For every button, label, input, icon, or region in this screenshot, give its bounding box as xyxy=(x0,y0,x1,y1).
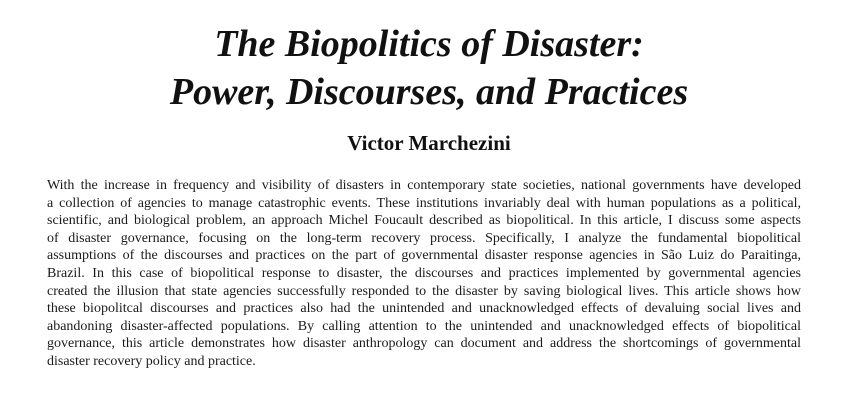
abstract-line: disaster recovery policy and practice. xyxy=(47,353,256,369)
abstract-line: governance, this article demonstrates how disaster anthropology can document and address the shortcomings of governmental xyxy=(47,336,801,352)
title-line-1: The Biopolitics of Disaster: xyxy=(214,23,644,65)
abstract-line: of disaster governance, focusing on the long-term recovery process. Specifically, I analyze the fundamental biopolitical xyxy=(47,230,801,246)
abstract-line: With the increase in frequency and visibility of disasters in contemporary state societies, national governments have developed xyxy=(47,178,801,193)
author-name: Victor Marchezini xyxy=(347,131,511,155)
abstract-line: Brazil. In this case of biopolitical response to disaster, the discourses and practices implemented by governmental agencies xyxy=(47,265,801,281)
abstract-line: these biopolitcal discourses and practices also had the unintended and unacknowledged effects of devaluing social lives and xyxy=(47,301,801,317)
abstract-line: a collection of agencies to manage catastrophic events. These institutions invariably deal with human populations as a political, xyxy=(47,195,801,211)
abstract-line: assumptions of the discourses and practices on the part of governmental disaster response agencies in São Luiz do Paraitinga, xyxy=(47,248,801,264)
abstract-line: abandoning disaster-affected populations. By calling attention to the unintended and unacknowledged effects of biopolitical xyxy=(47,318,801,334)
abstract-line: scientific, and biological problem, an approach Michel Foucault described as biopolitical. In this article, I discuss some aspects xyxy=(47,213,801,229)
title-line-2: Power, Discourses, and Practices xyxy=(169,71,689,113)
abstract xyxy=(47,177,801,371)
abstract-line: created the illusion that state agencies successfully responded to the disaster by saving biological lives. This article shows how xyxy=(47,283,801,299)
